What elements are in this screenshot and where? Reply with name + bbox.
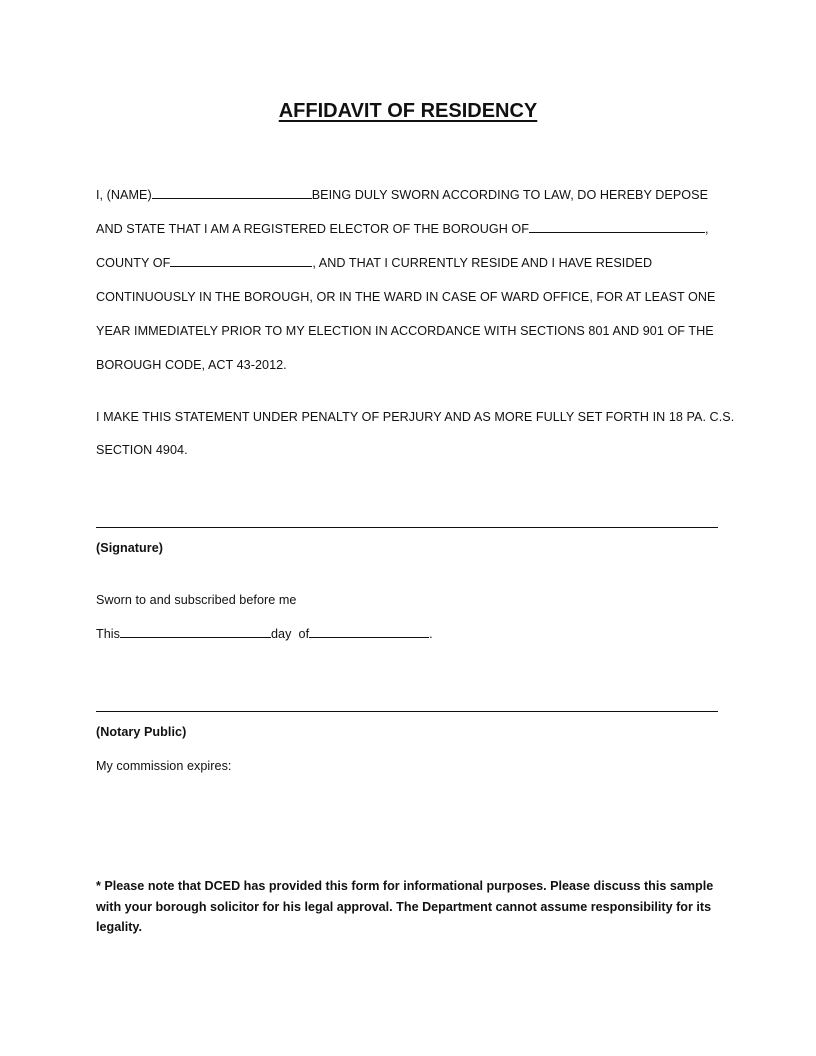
borough-blank[interactable] <box>529 220 705 233</box>
informational-note: * Please note that DCED has provided this form for informational purposes. Please discuss this sample with your borough solicitor for his legal approval. The Department cannot assume responsibility for its legality. <box>96 879 714 934</box>
name-blank[interactable] <box>152 186 312 199</box>
date-line: This day of . <box>96 627 433 641</box>
notary-label: (Notary Public) <box>96 725 187 739</box>
body-line-6: BOROUGH CODE, ACT 43-2012. <box>96 358 287 372</box>
body-line-2: AND STATE THAT I AM A REGISTERED ELECTOR OF THE BOROUGH OF , <box>96 222 709 236</box>
perjury-line-2: SECTION 4904. <box>96 443 188 457</box>
perjury-line-1: I MAKE THIS STATEMENT UNDER PENALTY OF PERJURY AND AS MORE FULLY SET FORTH IN 18 PA. C.S. <box>96 410 735 424</box>
signature-line[interactable] <box>96 527 718 528</box>
commission-text: My commission expires: <box>96 759 232 773</box>
month-blank[interactable] <box>309 625 429 638</box>
signature-label: (Signature) <box>96 541 164 555</box>
document-title: AFFIDAVIT OF RESIDENCY <box>278 100 538 122</box>
notary-line[interactable] <box>96 711 718 712</box>
body-line-5: YEAR IMMEDIATELY PRIOR TO MY ELECTION IN ACCORDANCE WITH SECTIONS 801 AND 901 OF THE <box>96 324 714 338</box>
body-line-3: COUNTY OF , AND THAT I CURRENTLY RESIDE AND I HAVE RESIDED <box>96 256 653 270</box>
body-line-4: CONTINUOUSLY IN THE BOROUGH, OR IN THE WARD IN CASE OF WARD OFFICE, FOR AT LEAST ONE <box>96 290 716 304</box>
day-blank[interactable] <box>120 625 271 638</box>
county-blank[interactable] <box>170 254 312 267</box>
sworn-text: Sworn to and subscribed before me <box>96 593 297 607</box>
body-line-1: I, (NAME) BEING DULY SWORN ACCORDING TO LAW, DO HEREBY DEPOSE <box>96 188 709 202</box>
